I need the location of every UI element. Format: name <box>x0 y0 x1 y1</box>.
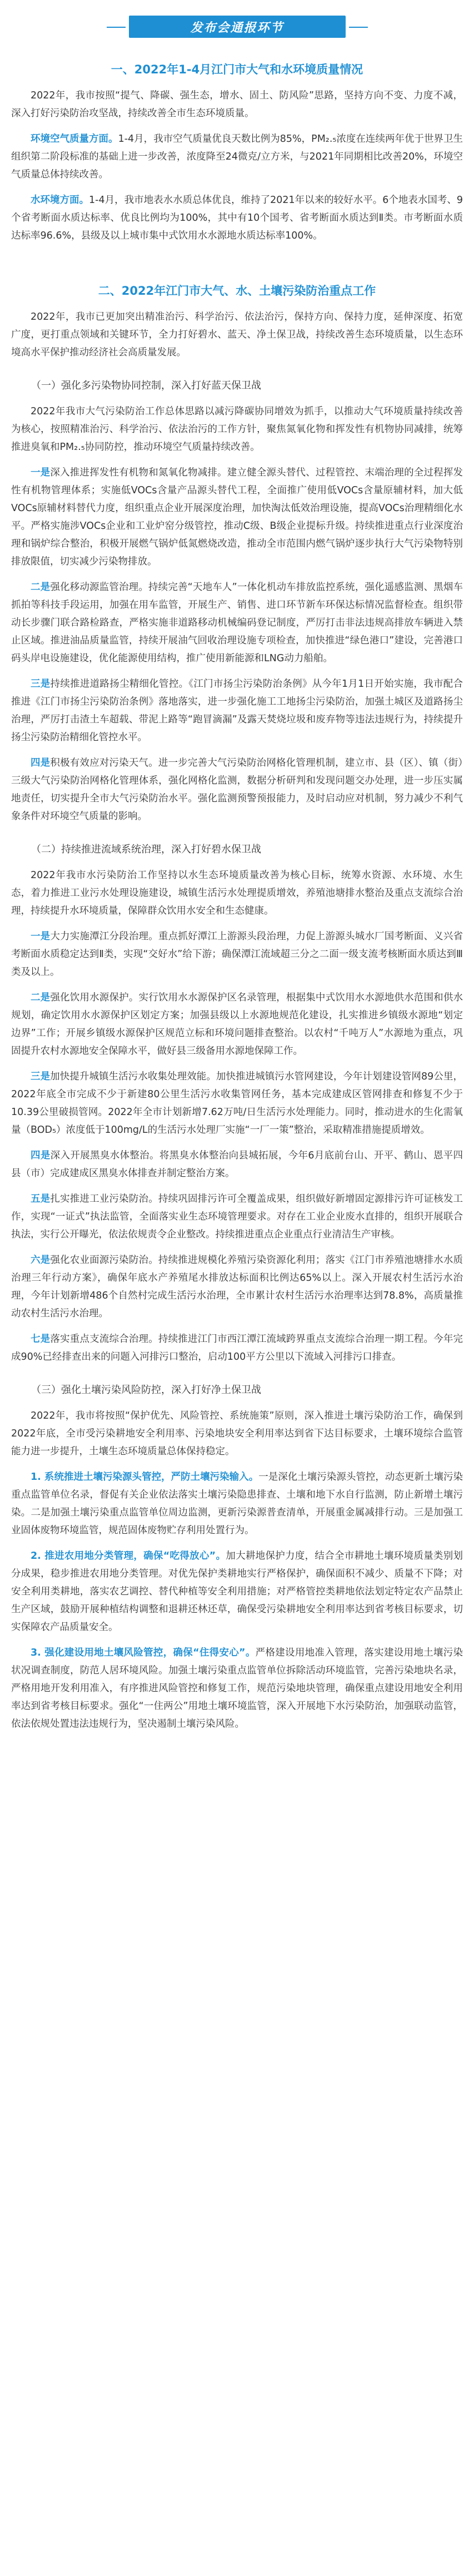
paragraph: 五是扎实推进工业污染防治。持续巩固排污许可全覆盖成果，组织做好新增固定源排污许可证核发工作，实现“一证式”执法监管，全面落实业生态环境管理要求。对存在工业企业废水直排的，组织开展联合执法，实行公开曝光，依法依规责令企业整改。持续推进重点企业重点行业清洁生产审核。 <box>11 1193 463 1240</box>
paragraph: 2022年，我市已更加突出精准治污、科学治污、依法治污，保持方向、保持力度，延伸深度、拓宽广度，更打重点领域和关键环节，全力打好碧水、蓝天、净土保卫战，持续改善生态环境质量，以生态环境高水平保护推动经济社会高质量发展。 <box>11 311 463 358</box>
subheading-soil: （三）强化土壤污染风险防控，深入打好净土保卫战 <box>31 1384 261 1396</box>
paragraph: 1. 系统推进土壤污染源头管控，严防土壤污染输入。一是深化土壤污染源头管控，动态更新土壤污染重点监管单位名录，督促有关企业依法落实土壤污染隐患排查、土壤和地下水自行监测，防止新增土壤污染。二是加强土壤污染重点监管单位周边监测，更新污染源普查清单，开展重金属减排行动。三是加强工业固体废物环境监管，规范固体废物贮存利用处置行为。 <box>11 1472 463 1536</box>
lead-label: 水环境方面。 <box>31 195 89 206</box>
paragraph: 2022年我市水污染防治工作坚持以水生态环境质量改善为核心目标，统筹水资源、水环境、水生态，着力推进工业污水处理设施建设，城镇生活污水处理提质增效，养殖池塘排水整治及重点支流综合治理，持续提升水环境质量，保障群众饮用水安全和生态健康。 <box>11 870 463 917</box>
subheading-air: （一）强化多污染物协同控制，深入打好蓝天保卫战 <box>31 380 261 392</box>
paragraph: 一是大力实施潭江分段治理。重点抓好潭江上游源头段治理，力促上游源头城水厂国考断面、义兴省考断面水质稳定达到Ⅱ类，实现“交好水”给下游；确保潭江流域超三分之二面一级支流考核断面水质达到Ⅲ类及以上。 <box>11 931 463 978</box>
paragraph: 2022年我市大气污染防治工作总体思路以减污降碳协同增效为抓手，以推动大气环境质量持续改善为核心，按照精准治污、科学治污、依法治污的工作方针，聚焦氮氧化物和挥发性有机物协同减排，统筹推进臭氧和PM₂.₅协同防控，推动环境空气质量持续改善。 <box>11 406 463 453</box>
header-banner <box>129 16 346 38</box>
paragraph: 一是深入推进挥发性有机物和氮氧化物减排。建立健全源头替代、过程管控、末端治理的全过程挥发性有机物管理体系；实施低VOCs含量产品源头替代工程，全面推广使用低VOCs含量原辅材料，加大低VOCs原辅材料替代力度，组织重点企业开展深度治理，加快淘汰低效治理设施，提高VOCs治理精细化水平。严格实施涉VOCs企业和工业炉窑分级管控，推动C级、B级企业提标升级。持续推进重点行业深度治理和锅炉综合整治，积极开展燃气锅炉低氮燃烧改造，推动全市范围内燃气锅炉逐步执行大气污染物特别排放限值，切实减少污染物排放。 <box>11 467 463 567</box>
paragraph: 七是落实重点支流综合治理。持续推进江门市西江潭江流域跨界重点支流综合治理一期工程。今年完成90%已经排查出来的问题入河排污口整治，启动100平方公里以下流域入河排污口排查。 <box>11 1334 463 1363</box>
paragraph: 2022年，我市将按照“保护优先、风险管控、系统施策”原则，深入推进土壤污染防治工作，确保到2022年底，全市受污染耕地安全利用率、污染地块安全利用率达到省下达目标要求，土壤环境综合监管能力进一步提升，土壤生态环境质量总体保持稳定。 <box>11 1410 463 1457</box>
section-title-1: 一、2022年1-4月江门市大气和水环境质量情况 <box>111 63 363 76</box>
header-title: 发布会通报环节 <box>190 21 284 35</box>
paragraph: 三是持续推进道路扬尘精细化管控。《江门市扬尘污染防治条例》从今年1月1日开始实施，我市配合推进《江门市扬尘污染防治条例》落地落实，进一步强化施工工地扬尘污染防治，加强土城区及道路扬尘治理，严厉打击渣土车超载、带泥上路等“跑冒滴漏”及露天焚烧垃圾和废弃物等违法违规行为，持续提升扬尘污染防治精细化管控水平。 <box>11 678 463 743</box>
section-title-2: 二、2022年江门市大气、水、土壤污染防治重点工作 <box>98 284 376 298</box>
subheading-water: （二）持续推进流域系统治理，深入打好碧水保卫战 <box>31 844 261 855</box>
paragraph: 三是加快提升城镇生活污水收集处理效能。加快推进城镇污水管网建设，今年计划建设管网89公里，2022年底全市完成不少于新建80公里生活污水收集管网任务，基本完成建成区管网排查和修复不少于10.39公里破损管网。2022年全市计划新增7.62万吨/日生活污水处理能力。同时，推动进水的生化需氧量（BOD₅）浓度低于100mg/L的生活污水处理厂实施“一厂一策”整治，采取精准措施提质增效。 <box>11 1071 463 1136</box>
paragraph: 二是强化移动源监管治理。持续完善“天地车人”一体化机动车排放监控系统，强化遥感监测、黑烟车抓拍等科技手段运用，加强在用车监管，开展生产、销售、进口环节新车环保达标情况监督检查。组织带动长步骤门联合路检路查，严格实施非道路移动机械编码登记制度，严厉打击非法违规高排放车辆进入禁止区域。推进油品质量监管，持续开展油气回收治理设施专项检查，加快推进“绿色港口”建设，完善港口码头岸电设施建设，优化能源使用结构，推广使用新能源和LNG动力船舶。 <box>11 582 463 664</box>
paragraph: 四是深入开展黑臭水体整治。将黑臭水体整治向县城拓展，今年6月底前台山、开平、鹤山、恩平四县（市）完成建成区黑臭水体排查并制定整治方案。 <box>11 1150 463 1179</box>
header <box>11 0 463 53</box>
paragraph: 六是强化农业面源污染防治。持续推进规模化养殖污染资源化利用；落实《江门市养殖池塘排水水质治理三年行动方案》，确保年底水产养殖尾水排放达标面积比例达65%以上。深入开展农村生活污水治理，今年计划新增486个自然村完成生活污水治理，全市累计农村生活污水治理率达到78.8%，高质量推动农村生活污水治理。 <box>11 1255 463 1319</box>
paragraph: 环境空气质量方面。1-4月，我市空气质量优良天数比例为85%，PM₂.₅浓度在连续两年优于世界卫生组织第二阶段标准的基础上进一步改善，浓度降至24微克/立方米，与2021年同期相比改善20%，环境空气质量总体持续改善。 <box>11 133 463 180</box>
paragraph: 二是强化饮用水源保护。实行饮用水水源保护区名录管理，根据集中式饮用水水源地供水范围和供水规划，确定饮用水水源保护区划定方案；加强县级以上水源地规范化建设，扎实推进乡镇级水源地“划定边界”工作；开展乡镇级水源保护区规范立标和环境问题排查整治。以农村“千吨万人”水源地为重点，巩固提升农村水源地安全保障水平，做好县三级备用水源地保障工作。 <box>11 992 463 1057</box>
paragraph: 3. 强化建设用地土壤风险管控，确保“住得安心”。严格建设用地准入管理，落实建设用地土壤污染状况调查制度，防范人居环境风险。加强土壤污染重点监管单位拆除活动环境监管，完善污染地块名录，严格用地开发利用准入，有序推进风险管控和修复工作，规范污染地块管理，确保重点建设用地安全利用率达到省考核目标要求。强化“一住两公”用地土壤环境监管，深入开展地下水污染防治，加强联动监管，依法依规处置违法违规行为，坚决遏制土壤污染风险。 <box>11 1647 463 1730</box>
lead-label: 环境空气质量方面。 <box>31 133 118 145</box>
paragraph: 水环境方面。1-4月，我市地表水水质总体优良，维持了2021年以来的较好水平。6个地表水国考、9个省考断面水质达标率、优良比例均为100%，其中有10个国考、省考断面水质达到Ⅱ类。市考断面水质达标率96.6%，县级及以上城市集中式饮用水水源地水质达标率100%。 <box>11 195 463 241</box>
paragraph: 2. 推进农用地分类管理，确保“吃得放心”。加大耕地保护力度，结合全市耕地土壤环境质量类别划分成果，稳步推进农用地分类管理。对优先保护类耕地实行严格保护，确保面积不减少、质量不下降；对安全利用类耕地，落实农艺调控、替代种植等安全利用措施；对严格管控类耕地依法划定特定农产品禁止生产区域，鼓励开展种植结构调整和退耕还林还草，确保受污染耕地安全利用率达到省考核目标要求，切实保障农产品质量安全。 <box>11 1550 463 1633</box>
paragraph: 2022年，我市按照“提气、降碳、强生态，增水、固土、防风险”思路，坚持方向不变、力度不减，深入打好污染防治攻坚战，持续改善全市生态环境质量。 <box>11 90 463 119</box>
paragraph: 四是积极有效应对污染天气。进一步完善大气污染防治网格化管理机制，建立市、县（区）、镇（街）三级大气污染防治网格化管理体系，强化网格化监测，数据分析研判和发现问题交办处理，进一步压实属地责任，切实提升全市大气污染防治水平。强化监测预警预报能力，及时启动应对机制，努力减少不利气象条件对环境空气质量的影响。 <box>11 757 463 822</box>
